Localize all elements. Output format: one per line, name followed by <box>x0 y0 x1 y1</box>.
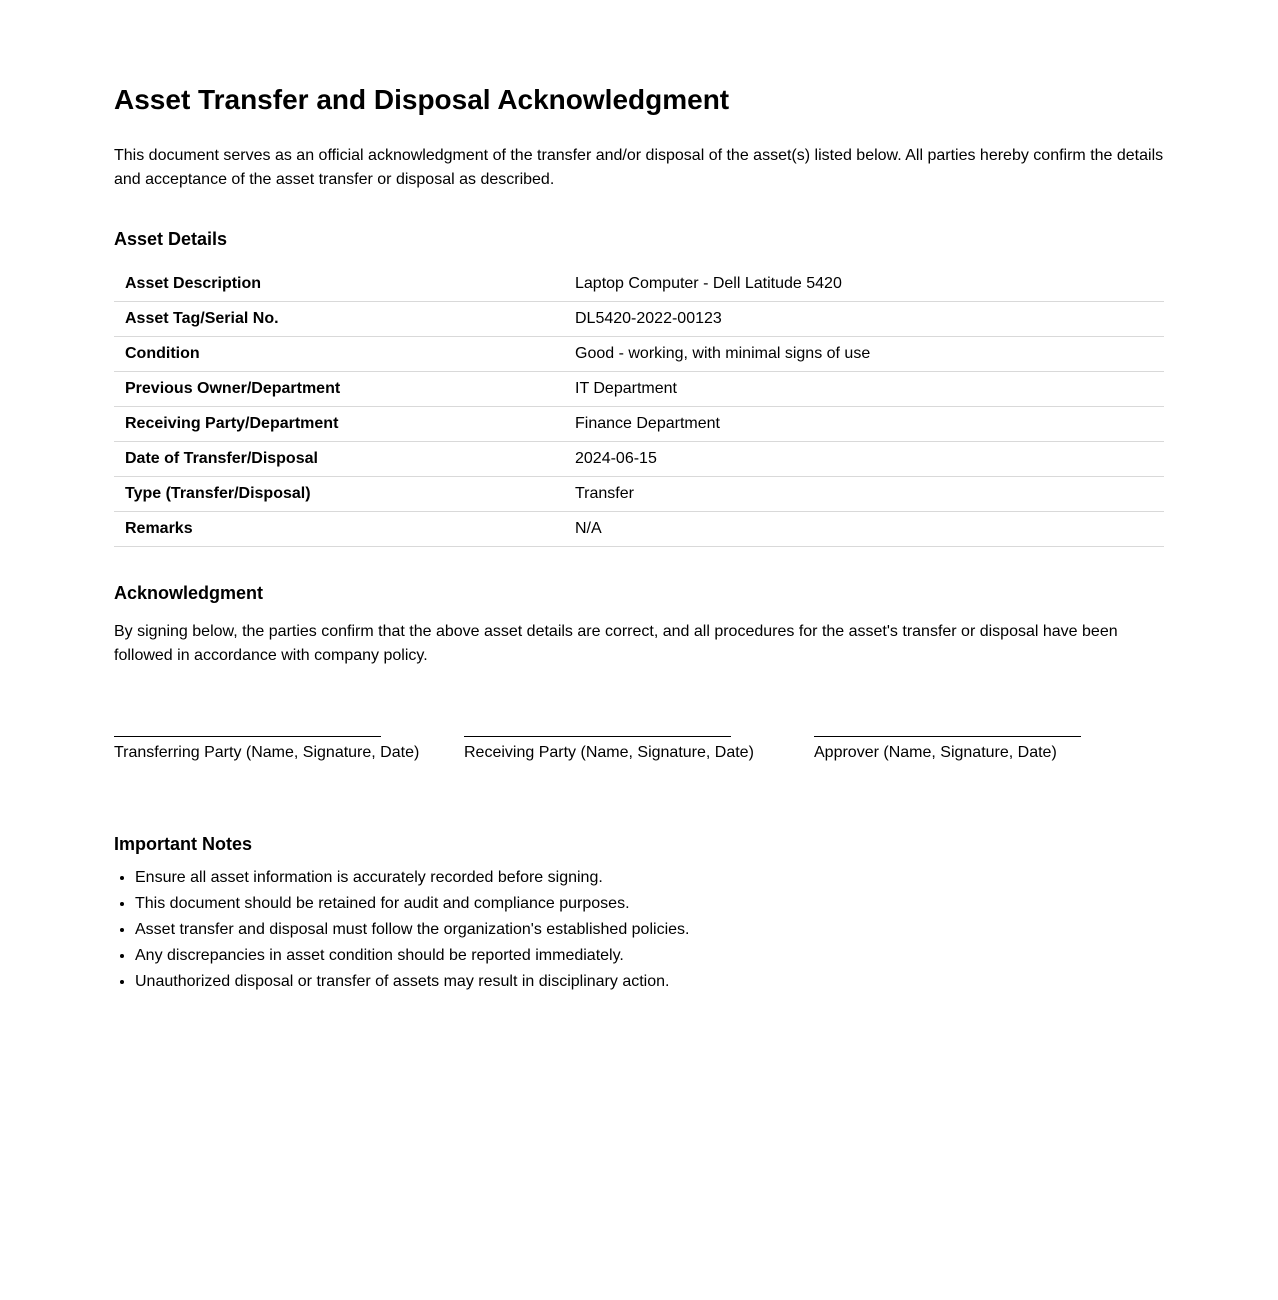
list-item: • Any discrepancies in asset condition should be reported immediately. <box>135 943 1164 969</box>
row-value-condition: Good - working, with minimal signs of use <box>564 337 1164 372</box>
row-label-remarks: Remarks <box>114 512 564 547</box>
signature-line <box>464 736 731 737</box>
signature-block-receiving <box>464 736 814 762</box>
list-item: • Unauthorized disposal or transfer of assets may result in disciplinary action. <box>135 969 1164 995</box>
intro-paragraph: This document serves as an official acknowledgment of the transfer and/or disposal of the asset(s) listed below. All parties hereby confirm the details and acceptance of the asset transfer or disposal as described. <box>114 147 1164 188</box>
page-title: Asset Transfer and Disposal Acknowledgment <box>114 84 730 115</box>
table-row <box>114 337 1164 372</box>
table-row <box>114 512 1164 547</box>
important-notes-heading: Important Notes <box>114 834 253 854</box>
row-value-previous-owner: IT Department <box>564 372 1164 407</box>
signature-label-transferring: Transferring Party (Name, Signature, Date) <box>114 744 420 761</box>
acknowledgment-paragraph: By signing below, the parties confirm that the above asset details are correct, and all procedures for the asset's transfer or disposal have been followed in accordance with company policy. <box>114 623 1118 664</box>
table-row <box>114 267 1164 302</box>
row-label-type: Type (Transfer/Disposal) <box>114 477 564 512</box>
row-value-remarks: N/A <box>564 512 1164 547</box>
row-value-date: 2024-06-15 <box>564 442 1164 477</box>
list-item: • This document should be retained for audit and compliance purposes. <box>135 891 1164 917</box>
acknowledgment-heading: Acknowledgment <box>114 583 264 603</box>
row-label-receiving-party: Receiving Party/Department <box>114 407 564 442</box>
row-value-asset-tag: DL5420-2022-00123 <box>564 302 1164 337</box>
row-label-asset-description: Asset Description <box>114 267 564 302</box>
list-item: • Ensure all asset information is accurately recorded before signing. <box>135 865 1164 891</box>
signature-line <box>114 736 381 737</box>
row-value-type: Transfer <box>564 477 1164 512</box>
important-notes-list <box>114 865 1164 995</box>
asset-details-heading: Asset Details <box>114 229 228 249</box>
asset-details-table <box>114 267 1164 547</box>
signature-section <box>114 736 1164 762</box>
row-label-condition: Condition <box>114 337 564 372</box>
table-row <box>114 477 1164 512</box>
table-row <box>114 302 1164 337</box>
signature-label-approver: Approver (Name, Signature, Date) <box>814 744 1057 761</box>
row-label-asset-tag: Asset Tag/Serial No. <box>114 302 564 337</box>
table-row <box>114 442 1164 477</box>
signature-label-receiving: Receiving Party (Name, Signature, Date) <box>464 744 754 761</box>
table-row <box>114 372 1164 407</box>
signature-line <box>814 736 1081 737</box>
row-label-previous-owner: Previous Owner/Department <box>114 372 564 407</box>
row-label-date: Date of Transfer/Disposal <box>114 442 564 477</box>
list-item: • Asset transfer and disposal must follow the organization's established policies. <box>135 917 1164 943</box>
table-row <box>114 407 1164 442</box>
row-value-receiving-party: Finance Department <box>564 407 1164 442</box>
signature-block-approver <box>814 736 1164 762</box>
row-value-asset-description: Laptop Computer - Dell Latitude 5420 <box>564 267 1164 302</box>
signature-block-transferring <box>114 736 464 762</box>
